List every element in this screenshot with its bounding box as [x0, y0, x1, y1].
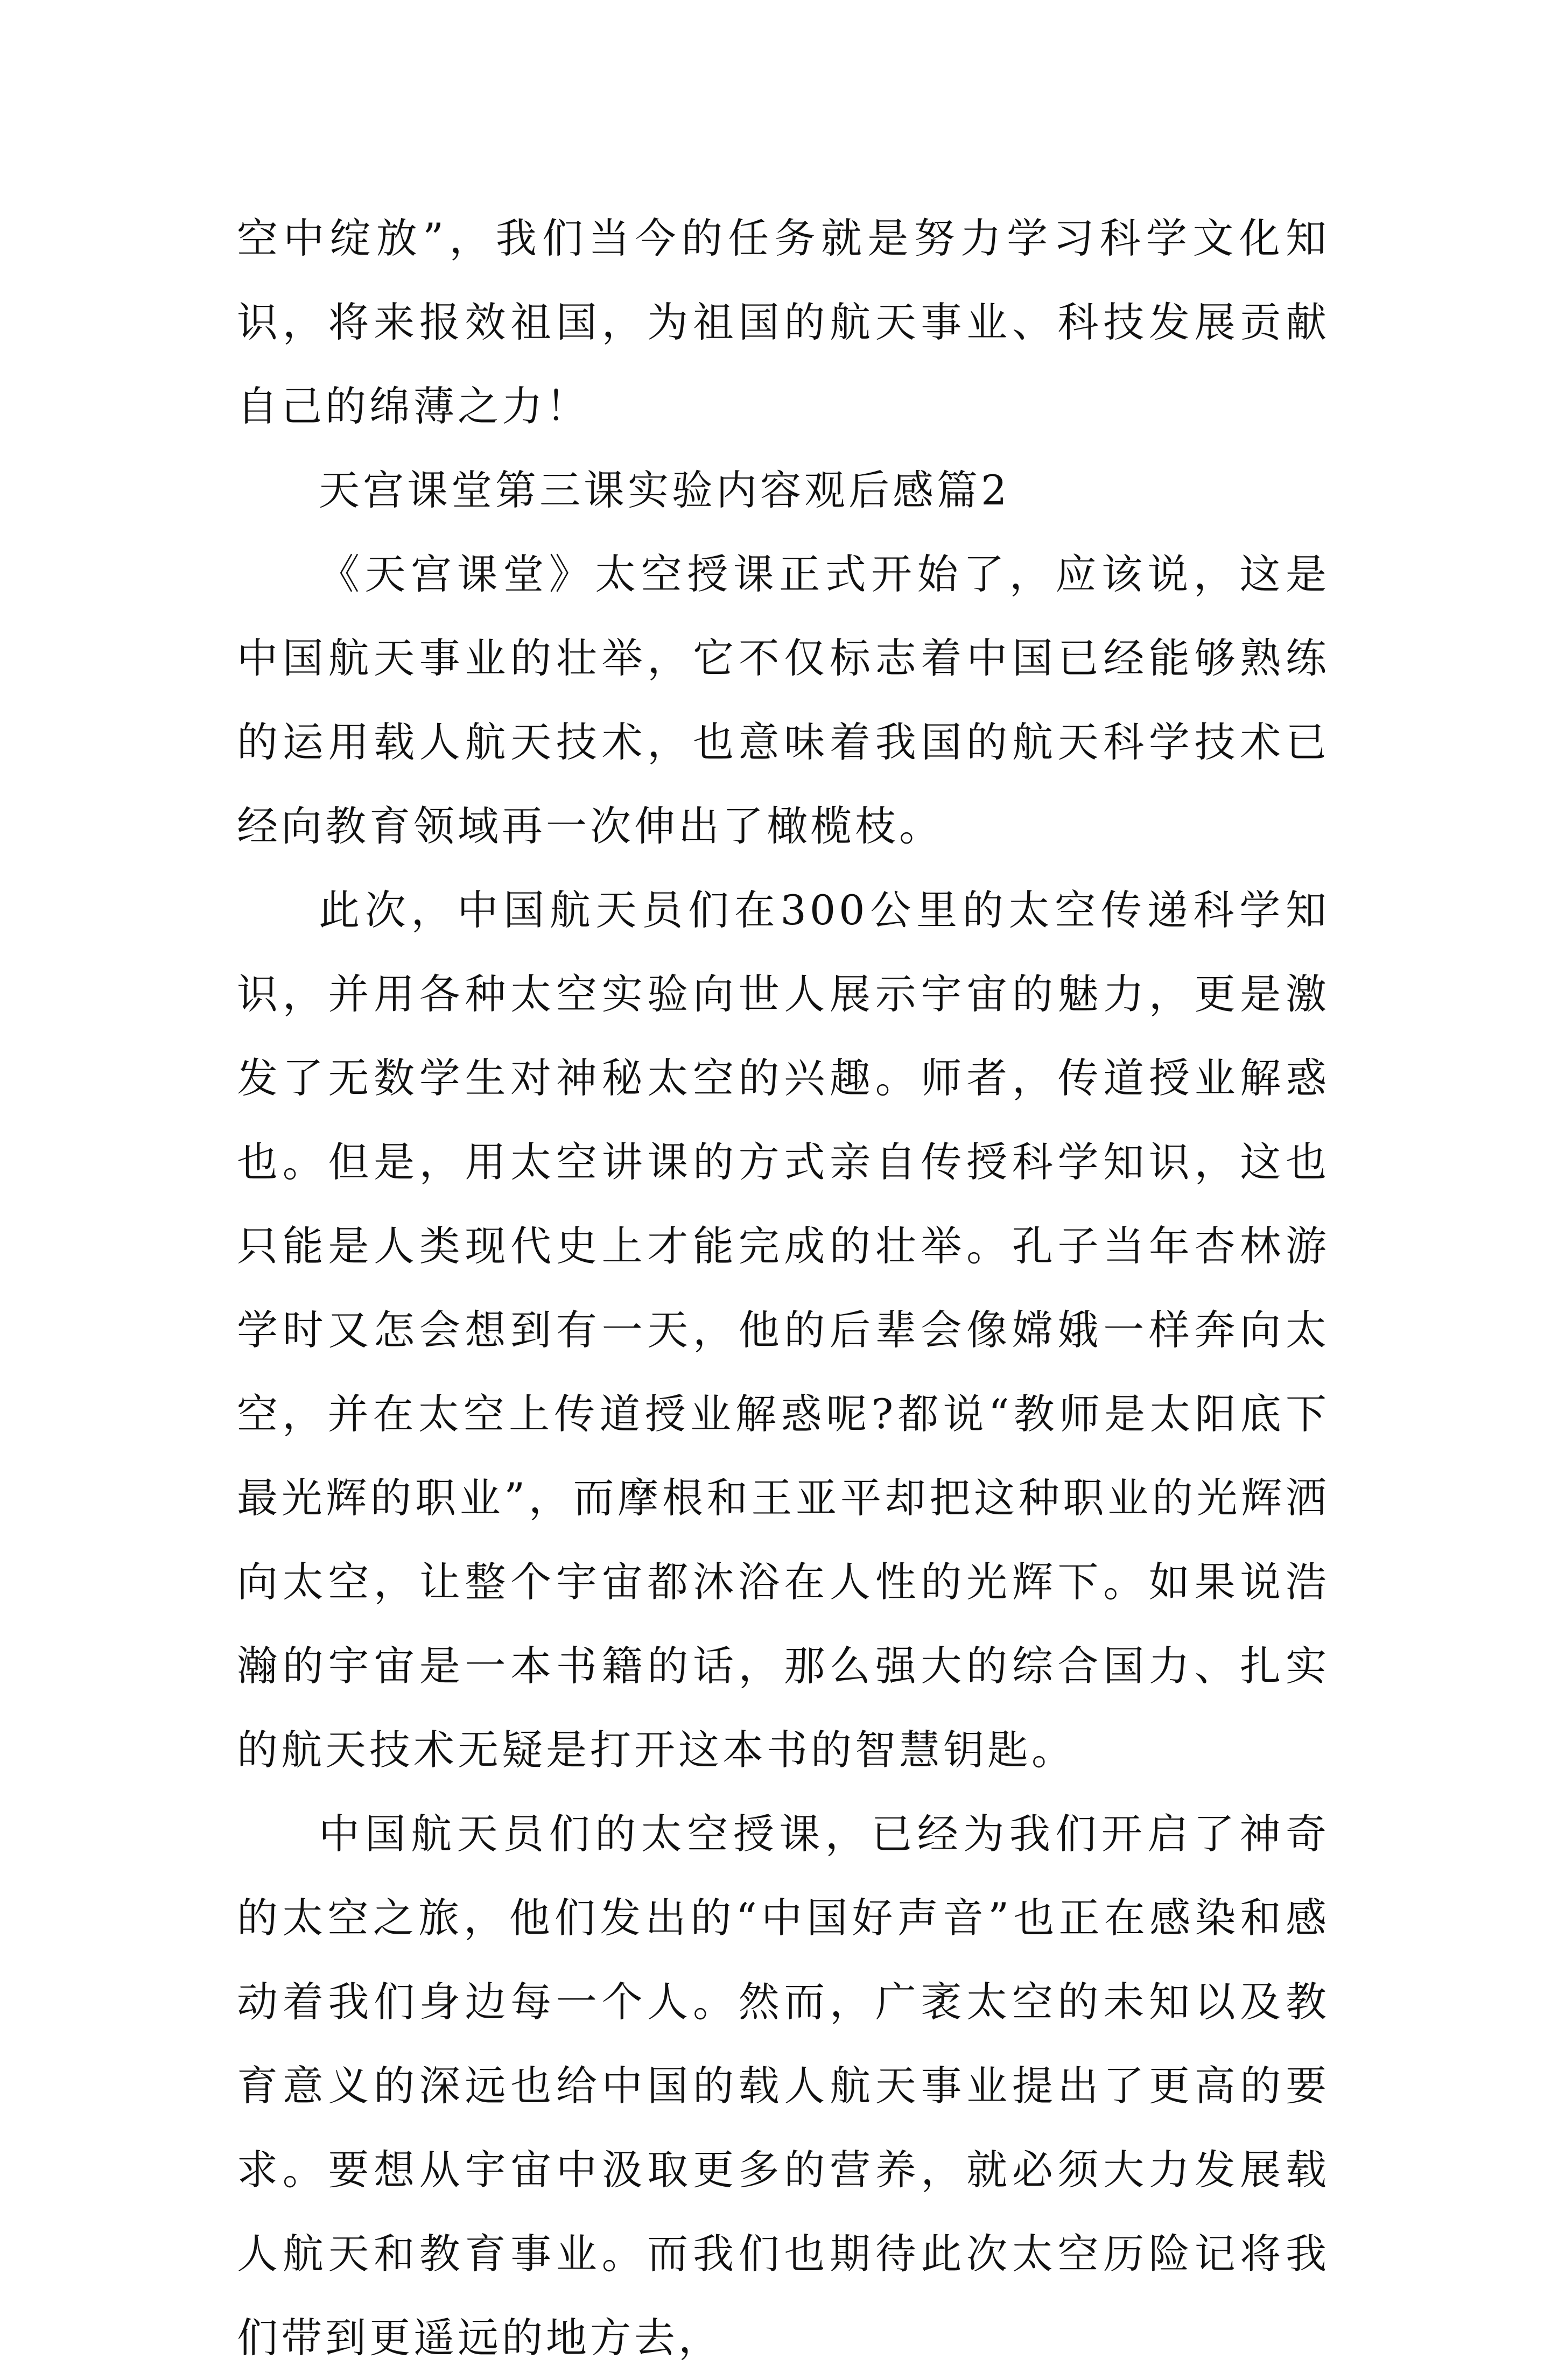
document-body — [237, 196, 1330, 2380]
paragraph-teaching: 此次，中国航天员们在300公里的太空传递科学知识，并用各种太空实验向世人展示宇宙的魅力，更是激发了无数学生对神秘太空的兴趣。师者，传道授业解惑也。但是，用太空讲课的方式亲自传授科学知识，这也只能是人类现代史上才能完成的壮举。孔子当年杏林游学时又怎会想到有一天，他的后辈会像嫦娥一样奔向太空，并在太空上传道授业解惑呢?都说“教师是太阳底下最光辉的职业”，而摩根和王亚平却把这种职业的光辉洒向太空，让整个宇宙都沐浴在人性的光辉下。如果说浩瀚的宇宙是一本书籍的话，那么强大的综合国力、扎实的航天技术无疑是打开这本书的智慧钥匙。 — [237, 886, 1330, 1774]
section-heading: 天宫课堂第三课实验内容观后感篇2 — [319, 466, 1010, 514]
paragraph-intro: 《天宫课堂》太空授课正式开始了，应该说，这是中国航天事业的壮举，它不仅标志着中国已经能够熟练的运用载人航天技术，也意味着我国的航天科学技术已经向教育领域再一次伸出了橄榄枝。 — [237, 550, 1330, 850]
paragraph-journey: 中国航天员们的太空授课，已经为我们开启了神奇的太空之旅，他们发出的“中国好声音”也正在感染和感动着我们身边每一个人。然而，广袤太空的未知以及教育意义的深远也给中国的载人航天事业提出了更高的要求。要想从宇宙中汲取更多的营养，就必须大力发展载人航天和教育事业。而我们也期待此次太空历险记将我们带到更遥远的地方去， — [237, 1810, 1330, 2362]
paragraph-continuation: 空中绽放”，我们当今的任务就是努力学习科学文化知识，将来报效祖国，为祖国的航天事业、科技发展贡献自己的绵薄之力！ — [237, 214, 1330, 430]
